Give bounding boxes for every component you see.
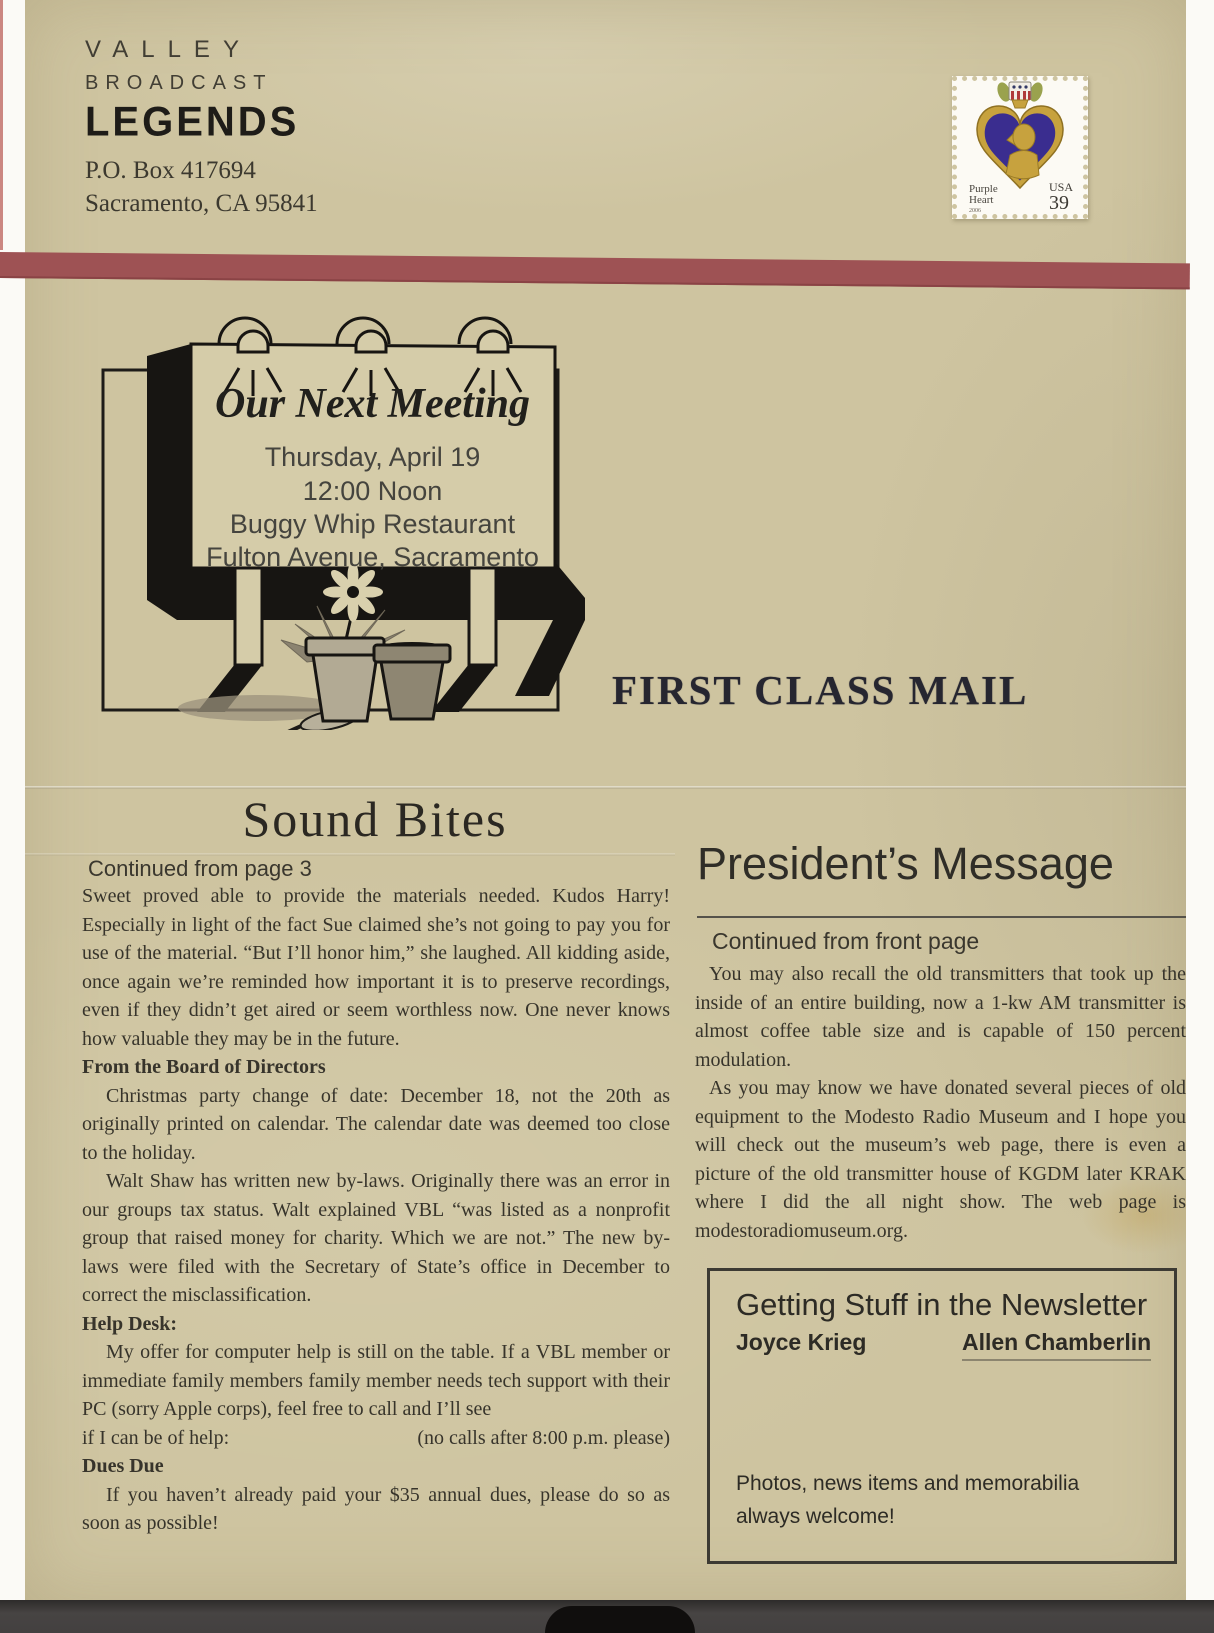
stamp-title-line2: Heart (969, 194, 994, 206)
first-class-mail-label: FIRST CLASS MAIL (612, 667, 1029, 713)
contact-allen-chamberlin: Allen Chamberlin (962, 1329, 1151, 1361)
sender-city: Sacramento, CA 95841 (85, 190, 318, 217)
sender-name-line1: VALLEY (85, 36, 252, 63)
billboard-date: Thursday, April 19 (264, 442, 481, 472)
sound-bites-continued-note: Continued from page 3 (88, 856, 312, 881)
help-desk-heading: Help Desk: (82, 1312, 177, 1335)
scanner-bed-bar (0, 1600, 1214, 1633)
billboard-time: 12:00 Noon (302, 476, 443, 506)
presidents-paragraph-1: You may also recall the old transmitters that took up the inside of an entire building, now a 1-kw AM transmitter is almost coffee table size and is capable of 150 percent modulation. (695, 963, 1186, 1071)
sound-bites-body (82, 882, 670, 1538)
scan-edge-artifact (0, 0, 3, 250)
dues-due-heading: Dues Due (82, 1455, 164, 1477)
presidents-message-title: President’s Message (697, 838, 1114, 889)
stamp-value: 39 (1049, 192, 1069, 214)
scanner-bed-bump (545, 1606, 695, 1633)
presidents-message-continued-note: Continued from front page (712, 928, 980, 954)
sender-name-line3: LEGENDS (85, 99, 300, 145)
stamp-title-line1: Purple (969, 183, 998, 195)
presidents-paragraph-2: As you may know we have donated several pieces of old equipment to the Modesto Radio Museum and I hope you will check out the museum’s web page, there is even a picture of the old transmitter house of KGDM later KRAK where I did the all night show. The web page is modestoradiomuseum.org. (695, 1077, 1186, 1242)
billboard-title: Our Next Meeting (215, 381, 530, 427)
help-desk-paragraph: My offer for computer help is still on the table. If a VBL member or immediate family members family member needs tech support with their PC (sorry Apple corps), feel free to call and I’ll see (82, 1341, 670, 1420)
help-line-right: (no calls after 8:00 p.m. please) (417, 1426, 670, 1449)
board-paragraph-2: Walt Shaw has written new by-laws. Originally there was an error in our groups tax status. Walt explained VBL “was listed as a nonprofit group that raised money for charity. Which we are not.” The new by-laws were filed with the Secretary of State’s office in December to correct the misclassification. (82, 1170, 670, 1306)
paper-fold-crease (25, 786, 1186, 789)
sender-name-line2: BROADCAST (85, 72, 273, 94)
sound-bites-paragraph: Sweet proved able to provide the materials needed. Kudos Harry! Especially in light of the fact Sue claimed she’s not going to pay you for use of the material. “But I’ll honor him,” she laughed. All kidding aside, once again we’re reminded how important it is to preserve recordings, even if they didn’t get aired or seem worthless now. One never knows how valuable they may be in the future. (82, 885, 670, 1050)
dues-paragraph: If you haven’t already paid your $35 annual dues, please do so as soon as possible! (82, 1483, 670, 1534)
newsletter-box-title: Getting Stuff in the Newsletter (736, 1287, 1148, 1322)
presidents-message-body (695, 960, 1186, 1245)
sound-bites-title: Sound Bites (242, 791, 508, 847)
stamp-shield-icon (995, 81, 1045, 108)
presidents-message-rule (697, 916, 1186, 918)
meeting-billboard-graphic (85, 300, 585, 730)
contact-joyce-krieg: Joyce Krieg (736, 1329, 867, 1355)
billboard-location: Fulton Avenue, Sacramento (206, 542, 539, 572)
newsletter-submissions-box (707, 1268, 1177, 1564)
help-line-left: if I can be of help: (82, 1426, 230, 1449)
sender-po-box: P.O. Box 417694 (85, 157, 256, 184)
billboard-venue: Buggy Whip Restaurant (229, 509, 516, 539)
newsletter-box-note (736, 1467, 1116, 1533)
purple-heart-stamp (952, 76, 1088, 219)
stamp-country: USA (1049, 180, 1074, 194)
board-paragraph-1: Christmas party change of date: December 18, not the 20th as originally printed on calendar. The calendar date was deemed too close to the holiday. (82, 1084, 670, 1164)
board-of-directors-heading: From the Board of Directors (82, 1056, 326, 1078)
sender-address-block (85, 36, 318, 220)
note-line-2: always welcome! (736, 1505, 895, 1528)
stamp-year: 2006 (969, 208, 981, 214)
note-line-1: Photos, news items and memorabilia (736, 1472, 1080, 1495)
purple-heart-medal-icon (952, 76, 1088, 219)
help-desk-phone-line (82, 1424, 670, 1453)
